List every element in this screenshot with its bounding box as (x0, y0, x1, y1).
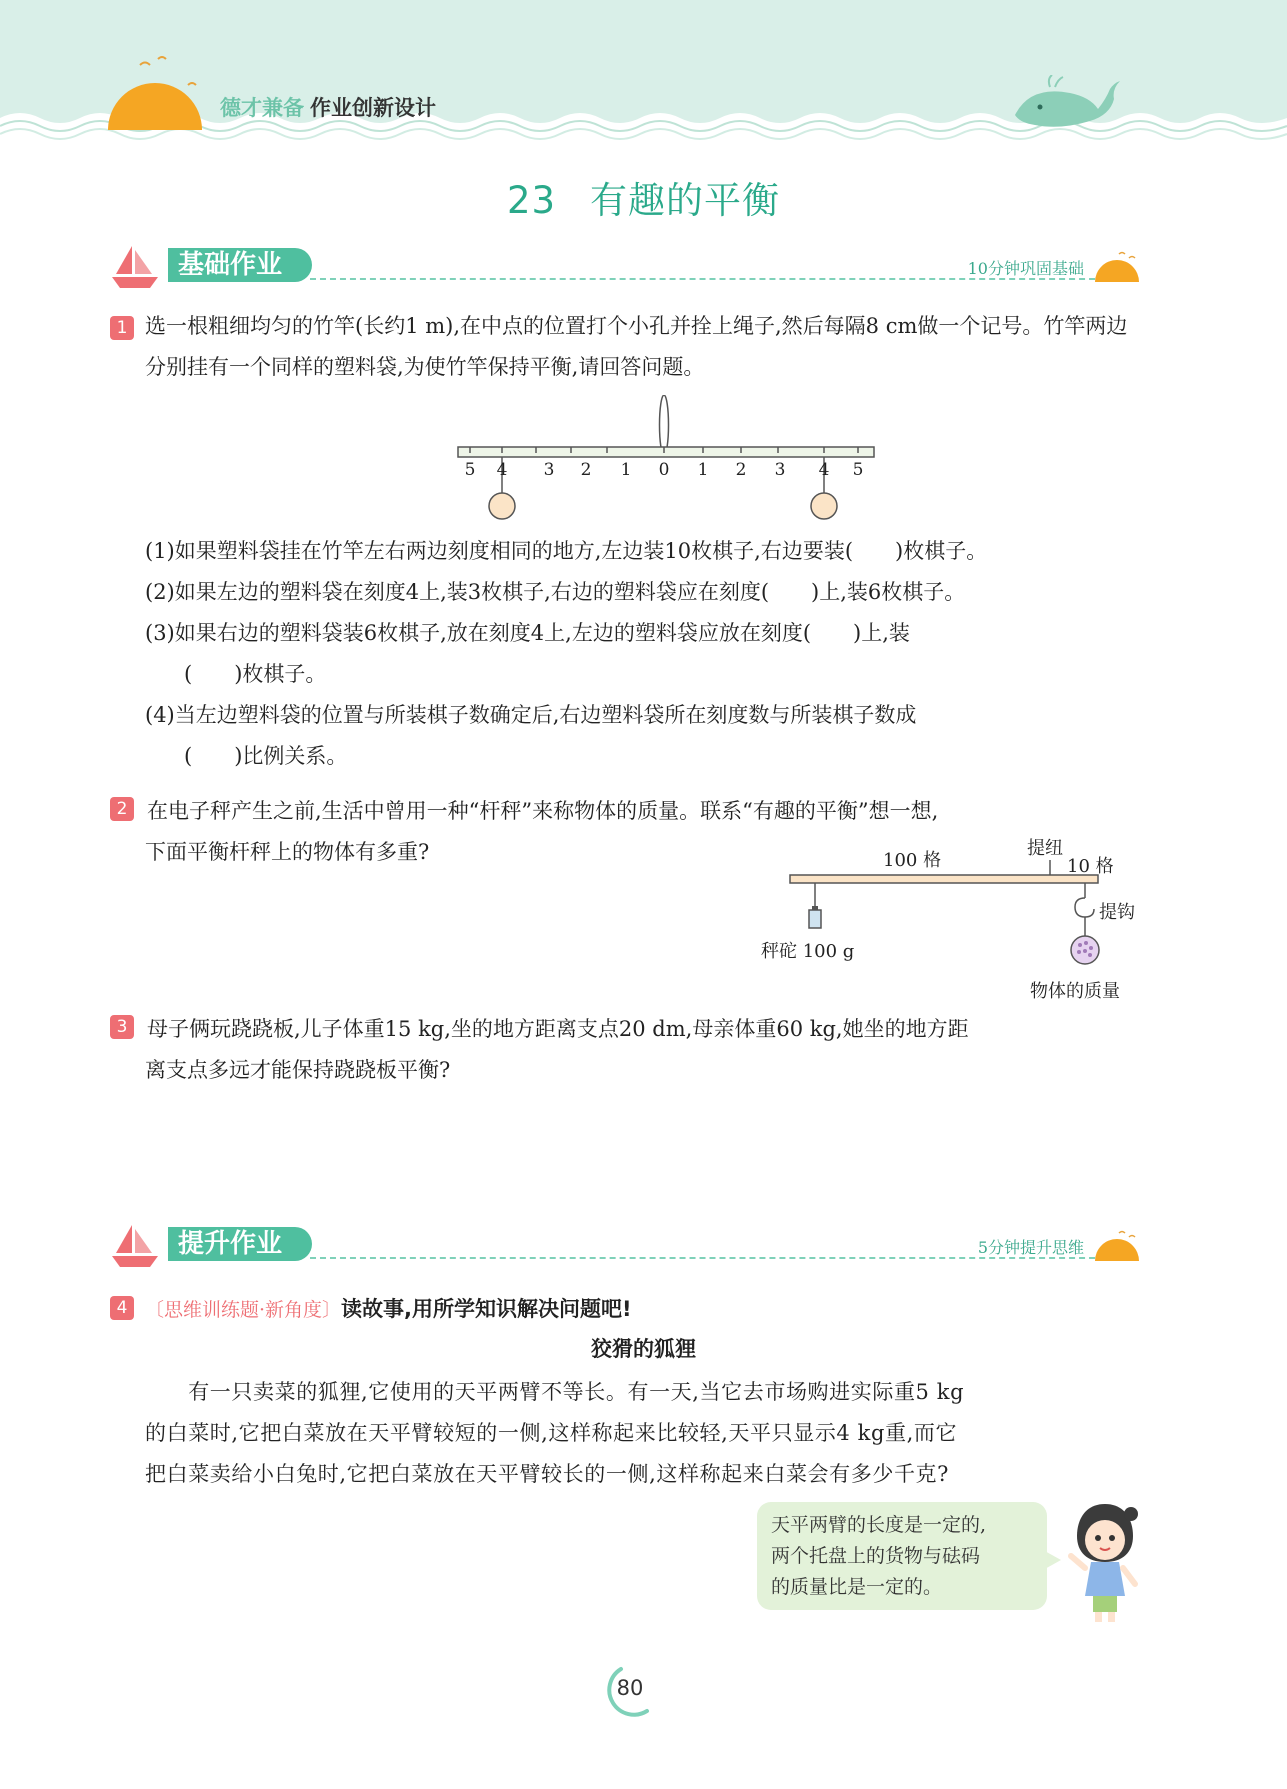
scale-label: 0 (658, 460, 670, 480)
header-sun-icon (100, 55, 210, 130)
lesson-title (0, 170, 1287, 224)
section-label: 基础作业 (168, 248, 312, 282)
girl-character-icon (1065, 1500, 1145, 1625)
story-paragraph-line2: 的白菜时,它把白菜放在天平臂较短的一侧,这样称起来比较轻,天平只显示4 kg重,而它 (145, 1421, 958, 1445)
question-2-line2: 下面平衡杆秤上的物体有多重? (145, 840, 430, 864)
brand-series: 作业创新设计 (310, 96, 436, 120)
bubble-tail (1043, 1545, 1063, 1575)
section-subtitle: 5分钟提升思维 (977, 1238, 1084, 1257)
section-label: 提升作业 (168, 1227, 312, 1261)
brand-name: 德才兼备 (220, 96, 304, 120)
subquestion-1: (1)如果塑料袋挂在竹竿左右两边刻度相同的地方,左边装10枚棋子,右边要装( )枚棋子。 (145, 539, 988, 563)
hint-line: 的质量比是一定的。 (771, 1576, 943, 1598)
hint-bubble (757, 1502, 1047, 1610)
lesson-name: 有趣的平衡 (590, 179, 781, 222)
scale-label: 3 (543, 460, 555, 480)
story-paragraph-line3: 把白菜卖给小白兔时,它把白菜放在天平臂较长的一侧,这样称起来白菜会有多少千克? (145, 1462, 950, 1486)
small-sun-icon (1089, 248, 1145, 286)
story-title: 狡猾的狐狸 (591, 1337, 696, 1361)
question-lead: 读故事,用所学知识解决问题吧! (341, 1297, 632, 1321)
scale-label: 2 (735, 460, 747, 480)
bamboo-balance-diagram (450, 395, 880, 525)
label-counterweight: 秤砣 100 g (761, 941, 855, 962)
sailboat-icon (110, 1223, 160, 1269)
story-paragraph-line1: 有一只卖菜的狐狸,它使用的天平两臂不等长。有一天,当它去市场购进实际重5 kg (145, 1380, 965, 1404)
question-4-intro (145, 1293, 632, 1323)
scale-label: 2 (580, 460, 592, 480)
scale-label: 5 (464, 460, 476, 480)
small-sun-icon (1089, 1227, 1145, 1265)
question-number: 1 (110, 316, 134, 340)
question-tag: 〔思维训练题·新角度〕 (145, 1299, 342, 1321)
label-100-cells: 100 格 (883, 850, 942, 871)
section-banner-advanced (110, 1223, 1150, 1269)
label-object-mass: 物体的质量 (1030, 981, 1120, 1002)
scale-label: 5 (852, 460, 864, 480)
label-lift-cord: 提纽 (1027, 838, 1063, 859)
question-3-line1: 母子俩玩跷跷板,儿子体重15 kg,坐的地方距离支点20 dm,母亲体重60 kg,她坐的地方距 (147, 1017, 969, 1041)
section-subtitle: 10分钟巩固基础 (967, 259, 1084, 278)
brand (220, 92, 436, 122)
question-number: 4 (110, 1296, 134, 1320)
subquestion-2: (2)如果左边的塑料袋在刻度4上,装3枚棋子,右边的塑料袋应在刻度( )上,装6枚棋子。 (145, 580, 966, 604)
subquestion-3-cont: ( )枚棋子。 (184, 662, 327, 686)
label-10-cells: 10 格 (1067, 856, 1114, 877)
steelyard-diagram (755, 830, 1155, 1005)
subquestion-4: (4)当左边塑料袋的位置与所装棋子数确定后,右边塑料袋所在刻度数与所装棋子数成 (145, 703, 917, 727)
scale-label: 4 (818, 460, 830, 480)
scale-label: 3 (774, 460, 786, 480)
subquestion-4-cont: ( )比例关系。 (184, 744, 348, 768)
scale-label: 4 (496, 460, 508, 480)
section-banner-basic (110, 244, 1150, 290)
hint-line: 两个托盘上的货物与砝码 (771, 1545, 981, 1567)
question-number: 2 (110, 797, 134, 821)
question-number: 3 (110, 1015, 134, 1039)
hint-line: 天平两臂的长度是一定的, (771, 1514, 987, 1536)
sailboat-icon (110, 244, 160, 290)
label-hook: 提钩 (1099, 902, 1135, 923)
question-3-line2: 离支点多远才能保持跷跷板平衡? (145, 1058, 451, 1082)
scale-label: 1 (620, 460, 632, 480)
question-2-line1: 在电子秤产生之前,生活中曾用一种“杆秤”来称物体的质量。联系“有趣的平衡”想一想, (147, 799, 939, 823)
subquestion-3: (3)如果右边的塑料袋装6枚棋子,放在刻度4上,左边的塑料袋应放在刻度( )上,装 (145, 621, 910, 645)
lesson-number: 23 (506, 179, 557, 222)
page-number: 80 (616, 1676, 644, 1700)
scale-label: 1 (697, 460, 709, 480)
whale-icon (1010, 75, 1125, 135)
question-1-text: 选一根粗细均匀的竹竿(长约1 m),在中点的位置打个小孔并拴上绳子,然后每隔8 cm做一个记号。竹竿两边分别挂有一个同样的塑料袋,为使竹竿保持平衡,请回答问题。 (145, 314, 1128, 379)
